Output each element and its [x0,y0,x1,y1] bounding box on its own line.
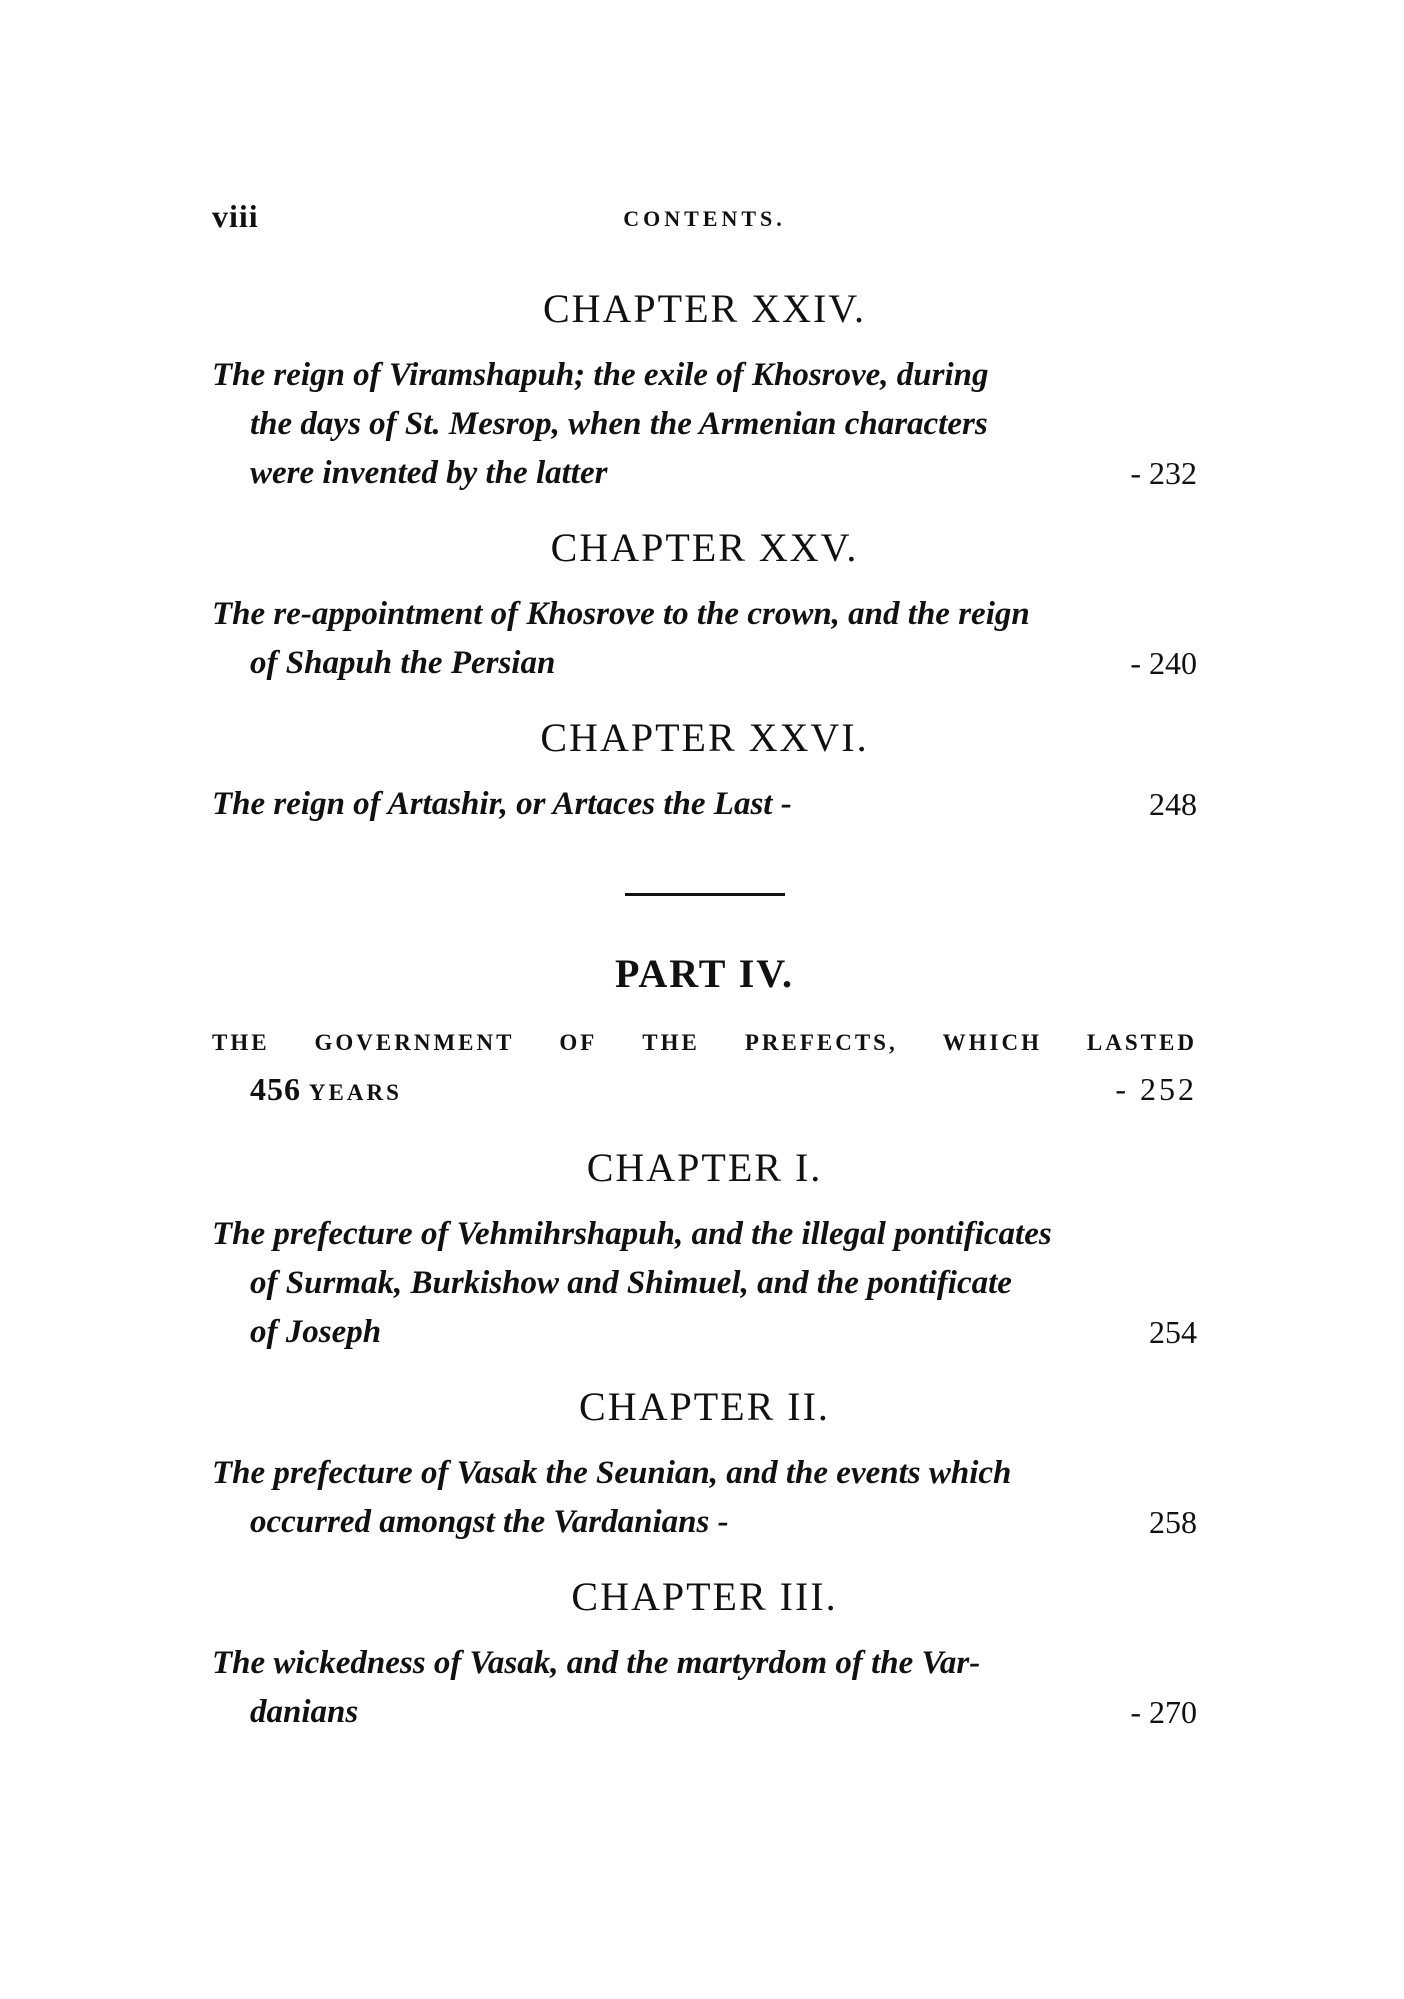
contents-entry-xxv [212,590,1197,688]
part-title-word: OF [559,1030,598,1055]
page-reference: - 252 [1115,1071,1197,1107]
chapter-heading-iii: CHAPTER III. [571,1574,838,1619]
running-head: CONTENTS. [623,206,786,231]
page-reference: - 270 [1130,1694,1197,1730]
entry-line: occurred amongst the Vardanians - [250,1504,729,1540]
part-heading: PART IV. [614,951,795,996]
contents-entry-iii [212,1639,1197,1737]
chapter-heading-xxvi: CHAPTER XXVI. [540,715,869,760]
entry-line: The wickedness of Vasak, and the martyrdom of the Var- [212,1645,981,1681]
part-title-word: GOVERNMENT [314,1030,515,1055]
entry-line: danians [250,1694,359,1730]
contents-list [212,285,1197,1763]
page-header [212,198,1197,238]
chapter-heading-i: CHAPTER I. [586,1145,823,1190]
entry-line: were invented by the latter [250,455,608,491]
entry-line: The reign of Viramshapuh; the exile of Khosrove, during [212,357,989,393]
part-title-word: PREFECTS, [744,1030,898,1055]
chapter-heading-ii: CHAPTER II. [579,1384,830,1429]
page-reference: - 232 [1130,455,1197,491]
entry-line: The prefecture of Vehmihrshapuh, and the illegal pontificates [212,1216,1052,1252]
entry-line: the days of St. Mesrop, when the Armenian characters [250,406,988,442]
part-title-word: THE [212,1030,270,1055]
entry-line: The re-appointment of Khosrove to the crown, and the reign [212,596,1030,632]
part-title-word: YEARS [308,1080,402,1105]
contents-entry-xxiv [212,351,1197,498]
entry-line: of Shapuh the Persian [250,645,556,681]
page-reference: 258 [1149,1504,1197,1540]
contents-entry-xxvi [212,780,1197,829]
part-title [212,1020,1197,1116]
part-title-word: WHICH [942,1030,1042,1055]
contents-entry-i [212,1210,1197,1357]
part-title-word: THE [642,1030,700,1055]
page-number: viii [212,198,259,234]
page-reference: 254 [1149,1314,1197,1350]
entry-line: of Joseph [250,1314,382,1350]
entry-line: The reign of Artashir, or Artaces the Last - [212,786,792,822]
page-reference: - 240 [1130,645,1197,681]
page-reference: 248 [1149,786,1197,822]
chapter-heading-xxiv: CHAPTER XXIV. [542,286,867,331]
contents-entry-ii [212,1449,1197,1547]
chapter-heading-xxv: CHAPTER XXV. [550,525,859,570]
part-title-word: LASTED [1086,1030,1197,1055]
section-divider [625,893,785,896]
entry-line: of Surmak, Burkishow and Shimuel, and the pontificate [250,1265,1012,1301]
part-title-number: 456 [250,1071,301,1107]
entry-line: The prefecture of Vasak the Seunian, and the events which [212,1455,1012,1491]
